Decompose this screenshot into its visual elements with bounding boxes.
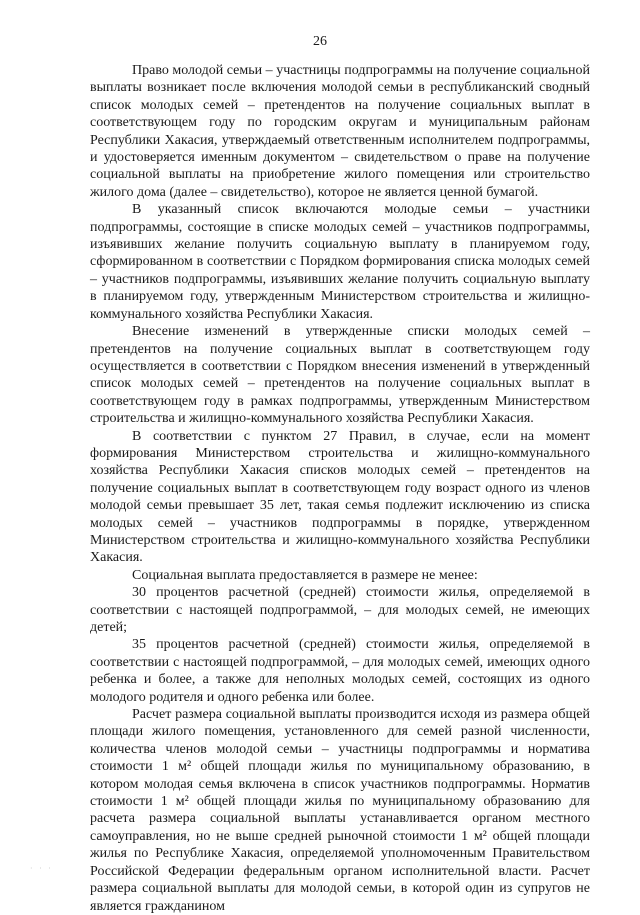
paragraph: 35 процентов расчетной (средней) стоимости жилья, определяемой в соответствии с настоящей подпрограммой, – для молодых семей, имеющих одного ребенка и более, а также для неполных молодых семей, состоящих из одного молодого родителя и одного ребенка или более. — [90, 637, 590, 705]
paragraph: В соответствии с пунктом 27 Правил, в случае, если на момент формирования Министерством строительства и жилищно-коммунального хозяйства Республики Хакасия списков молодых семей – претендентов на получение социальных выплат в соответствующем году возраст одного из членов молодой семьи превышает 35 лет, такая семья подлежит исключению из списка молодых семей – участников подпрограммы в порядке, утвержденном Министерством строительства и жилищно-коммунального хозяйства Республики Хакасия. — [90, 428, 590, 566]
document-body — [90, 62, 590, 915]
paragraph: 30 процентов расчетной (средней) стоимости жилья, определяемой в соответствии с настоящей подпрограммой, – для молодых семей, не имеющих детей; — [90, 585, 590, 635]
paragraph: В указанный список включаются молодые семьи – участники подпрограммы, состоящие в списке молодых семей – участников подпрограммы, изъявивших желание получить социальную выплату в планируемом году, сформированном в соответствии с Порядком формирования списка молодых семей – участников подпрограммы, изъявивших желание получить социальную выплату в планируемом году, утвержденным Министерством строительства и жилищно-коммунального хозяйства Республики Хакасия. — [90, 202, 590, 322]
paragraph: Социальная выплата предоставляется в размере не менее: — [132, 567, 478, 583]
paragraph: Внесение изменений в утвержденные списки молодых семей – претендентов на получение социальных выплат в соответствующем году осуществляется в соответствии с Порядком внесения изменений в утвержденный список молодых семей – претендентов на получение социальных выплат в соответствующем году в рамках подпрограммы, утвержденным Министерством строительства и жилищно-коммунального хозяйства Республики Хакасия. — [90, 324, 590, 427]
paragraph: Расчет размера социальной выплаты производится исходя из размера общей площади жилого помещения, установленного для семей разной численности, количества членов молодой семьи – участницы подпрограммы и норматива стоимости 1 м² общей площади жилья по муниципальному образованию, в котором молодая семья включена в список участников подпрограммы. Норматив стоимости 1 м² общей площади жилья по муниципальному образованию для расчета размера социальной выплаты устанавливается органом местного самоуправления, но не выше средней рыночной стоимости 1 м² общей площади жилья по Республике Хакасия, определяемой уполномоченным Правительством Российской Федерации федеральным органом исполнительной власти. Расчет размера социальной выплаты для молодой семьи, в которой один из супругов не является гражданином — [90, 707, 590, 914]
page-number: 26 — [313, 34, 327, 49]
paragraph: Право молодой семьи – участницы подпрограммы на получение социальной выплаты возникает после включения молодой семьи в республиканский сводный список молодых семей – претендентов на получение социальных выплат в соответствующем году по городским округам и муниципальным районам Республики Хакасия, утверждаемый ответственным исполнителем подпрограммы, и удостоверяется именным документом – свидетельством о праве на получение социальной выплаты на приобретение жилого помещения или строительство жилого дома (далее – свидетельство), которое не является ценной бумагой. — [90, 63, 590, 200]
scan-artifact: · · · — [30, 864, 53, 873]
